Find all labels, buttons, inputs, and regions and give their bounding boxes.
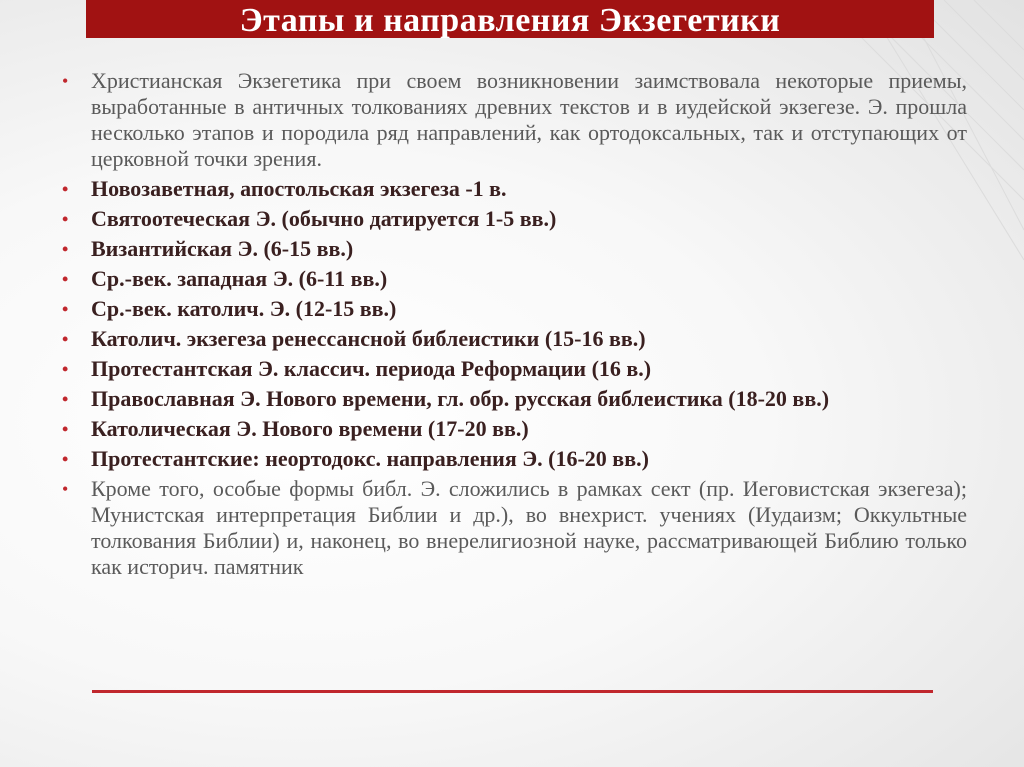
list-item <box>62 176 967 202</box>
list-item <box>62 446 967 472</box>
bottom-divider <box>92 690 933 693</box>
bullet-icon: • <box>62 71 69 91</box>
bullet-icon: • <box>62 479 69 499</box>
list-item-text: Ср.-век. западная Э. (6-11 вв.) <box>91 266 388 291</box>
bullet-icon: • <box>62 359 69 379</box>
bullet-icon: • <box>62 449 69 469</box>
slide-title: Этапы и направления Экзегетики <box>239 2 781 39</box>
list-item-text: Католич. экзегеза ренессансной библеистики (15-16 вв.) <box>91 326 646 351</box>
list-item <box>62 236 967 262</box>
bullet-icon: • <box>62 329 69 349</box>
list-item-text: Святоотеческая Э. (обычно датируется 1-5 вв.) <box>91 206 557 231</box>
list-item <box>62 206 967 232</box>
list-item <box>62 416 967 442</box>
content-area <box>62 68 967 584</box>
bullet-icon: • <box>62 389 69 409</box>
bullet-icon: • <box>62 269 69 289</box>
list-item-text: Кроме того, особые формы библ. Э. сложились в рамках сект (пр. Иеговистская экзегеза); Мунистская интерпретация Библии и др.), во внехрист. учениях (Иудаизм; Оккультные толкования Библии) и, наконец, во внерелигиозной науке, рассматривающей Библию только как историч. памятник <box>91 476 967 579</box>
list-item <box>62 326 967 352</box>
list-item <box>62 356 967 382</box>
bullet-icon: • <box>62 209 69 229</box>
list-item-text: Протестантская Э. классич. периода Реформации (16 в.) <box>91 356 652 381</box>
list-item-text: Византийская Э. (6-15 вв.) <box>91 236 354 261</box>
bullet-list <box>62 68 967 580</box>
list-item-text: Ср.-век. католич. Э. (12-15 вв.) <box>91 296 397 321</box>
list-item <box>62 386 967 412</box>
list-item <box>62 296 967 322</box>
list-item <box>62 476 967 580</box>
title-bar <box>86 0 934 38</box>
bullet-icon: • <box>62 419 69 439</box>
bullet-icon: • <box>62 239 69 259</box>
list-item <box>62 68 967 172</box>
list-item-text: Христианская Экзегетика при своем возникновении заимствовала некоторые приемы, выработанные в античных толкованиях древних текстов и в иудейской экзегезе. Э. прошла несколько этапов и породила ряд направлений, как ортодоксальных, так и отступающих от церковной точки зрения. <box>91 68 967 171</box>
list-item-text: Протестантские: неортодокс. направления Э. (16-20 вв.) <box>91 446 649 471</box>
bullet-icon: • <box>62 299 69 319</box>
list-item-text: Новозаветная, апостольская экзегеза -1 в. <box>91 176 507 201</box>
list-item <box>62 266 967 292</box>
list-item-text: Католическая Э. Нового времени (17-20 вв.) <box>91 416 529 441</box>
list-item-text: Православная Э. Нового времени, гл. обр. русская библеистика (18-20 вв.) <box>91 386 830 411</box>
bullet-icon: • <box>62 179 69 199</box>
